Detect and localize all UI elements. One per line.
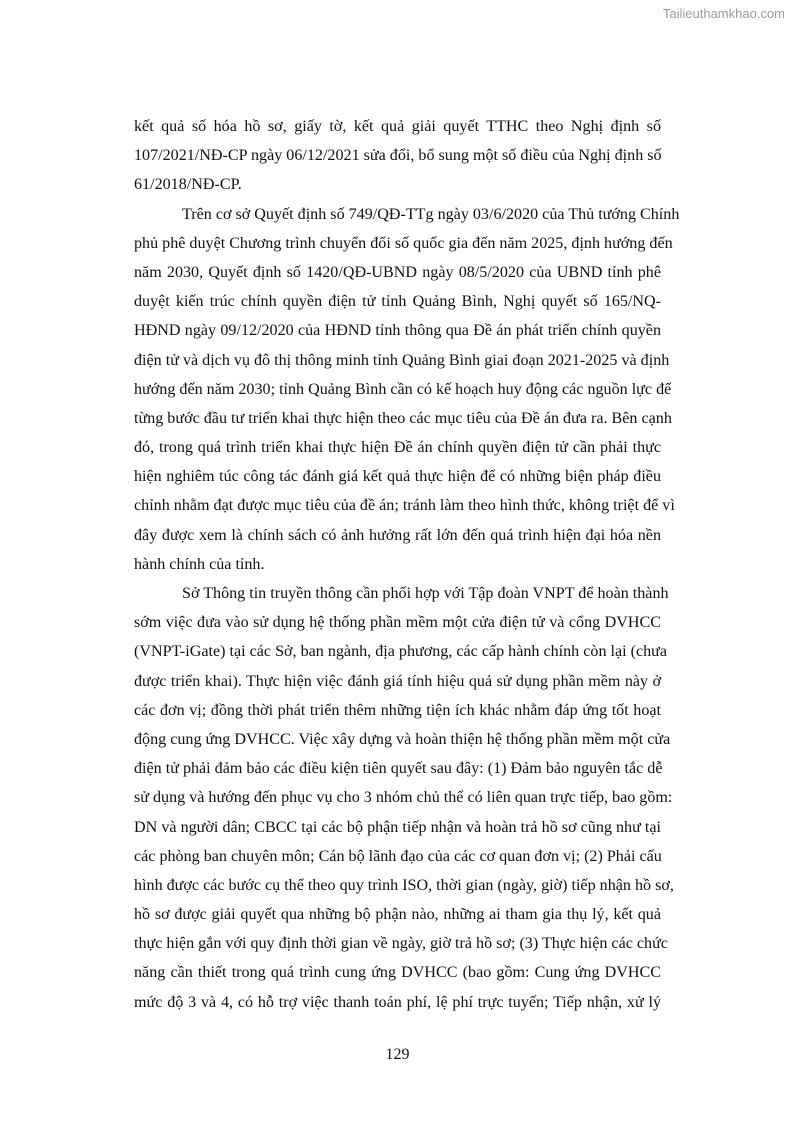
text-line: hành chính của tỉnh.: [134, 555, 265, 573]
text-line: duyệt kiến trúc chính quyền điện tử tỉnh Quảng Bình, Nghị quyết số 165/NQ-: [134, 293, 661, 311]
text-line: Sở Thông tin truyền thông cần phối hợp với Tập đoàn VNPT để hoàn thành: [182, 585, 669, 602]
text-line: Trên cơ sở Quyết định số 749/QĐ-TTg ngày 03/6/2020 của Thủ tướng Chính: [182, 205, 680, 223]
watermark-text: Tailieuthamkhao.com: [662, 6, 785, 21]
text-line: điện tử và dịch vụ đô thị thông minh tỉnh Quảng Bình giai đoạn 2021-2025 và định: [134, 351, 670, 369]
text-line: sử dụng và hướng đến phục vụ cho 3 nhóm chủ thể có liên quan trực tiếp, bao gồm:: [134, 789, 673, 807]
text-line: năng cần thiết trong quá trình cung ứng DVHCC (bao gồm: Cung ứng DVHCC: [134, 964, 661, 982]
text-line: thực hiện gắn với quy định thời gian về ngày, giờ trả hồ sơ; (3) Thực hiện các chức: [134, 935, 668, 953]
text-line: hồ sơ được giải quyết qua những bộ phận nào, những ai tham gia thụ lý, kết quả: [134, 906, 661, 924]
text-line: năm 2030, Quyết định số 1420/QĐ-UBND ngày 08/5/2020 của UBND tỉnh phê: [134, 263, 661, 281]
text-line: (VNPT-iGate) tại các Sở, ban ngành, địa phương, các cấp hành chính còn lại (chưa: [134, 643, 668, 661]
text-line: từng bước đầu tư triển khai thực hiện theo các mục tiêu của Đề án đưa ra. Bên cạnh: [134, 409, 672, 427]
text-line: các phòng ban chuyên môn; Cán bộ lãnh đạo của các cơ quan đơn vị; (2) Phải cấu: [134, 847, 662, 865]
text-line: đây được xem là chính sách có ảnh hưởng rất lớn đến quá trình hiện đại hóa nền: [134, 526, 661, 544]
text-line: được triển khai). Thực hiện việc đánh giá tính hiệu quả sử dụng phần mềm này ở: [134, 672, 661, 690]
text-line: DN và người dân; CBCC tại các bộ phận tiếp nhận và hoàn trả hồ sơ cũng như tại: [134, 818, 661, 836]
paragraph-1: [134, 112, 661, 200]
paragraph-2: [134, 200, 680, 579]
text-line: mức độ 3 và 4, có hỗ trợ việc thanh toán phí, lệ phí trực tuyến; Tiếp nhận, xử lý: [134, 993, 661, 1011]
text-line: hiện nghiêm túc công tác đánh giá kết quả thực hiện để có những biện pháp điều: [134, 468, 661, 486]
text-line: hình được các bước cụ thể theo quy trình ISO, thời gian (ngày, giờ) tiếp nhận hồ sơ,: [134, 876, 674, 894]
text-line: điện tử phải đảm bảo các điều kiện tiên quyết sau đây: (1) Đảm bảo nguyên tắc dễ: [134, 760, 663, 778]
text-line: HĐND ngày 09/12/2020 của HĐND tỉnh thông qua Đề án phát triển chính quyền: [134, 322, 661, 340]
text-line: động cung ứng DVHCC. Việc xây dựng và hoàn thiện hệ thống phần mềm một cửa: [134, 730, 671, 748]
text-line: phủ phê duyệt Chương trình chuyển đổi số quốc gia đến năm 2025, định hướng đến: [134, 234, 673, 252]
page-number: 129: [385, 1046, 410, 1063]
text-line: hướng đến năm 2030; tỉnh Quảng Bình cần có kế hoạch huy động các nguồn lực để: [134, 380, 672, 398]
text-line: chỉnh nhằm đạt được mục tiêu của đề án; tránh làm theo hình thức, không triệt để vì: [134, 497, 675, 515]
text-line: kết quả số hóa hồ sơ, giấy tờ, kết quả giải quyết TTHC theo Nghị định số: [134, 118, 661, 135]
paragraph-3: [134, 579, 674, 1017]
text-line: đó, trong quá trình triển khai thực hiện Đề án chính quyền điện tử cần phải thực: [134, 439, 661, 457]
document-body: [134, 112, 680, 1017]
text-line: sớm việc đưa vào sử dụng hệ thống phần mềm một cửa điện tử và cổng DVHCC: [134, 614, 661, 632]
text-line: các đơn vị; đồng thời phát triển thêm những tiện ích khác nhằm đáp ứng tốt hoạt: [134, 701, 661, 719]
text-line: 107/2021/NĐ-CP ngày 06/12/2021 sửa đổi, bổ sung một số điều của Nghị định số: [134, 147, 662, 165]
text-line: 61/2018/NĐ-CP.: [134, 176, 242, 194]
